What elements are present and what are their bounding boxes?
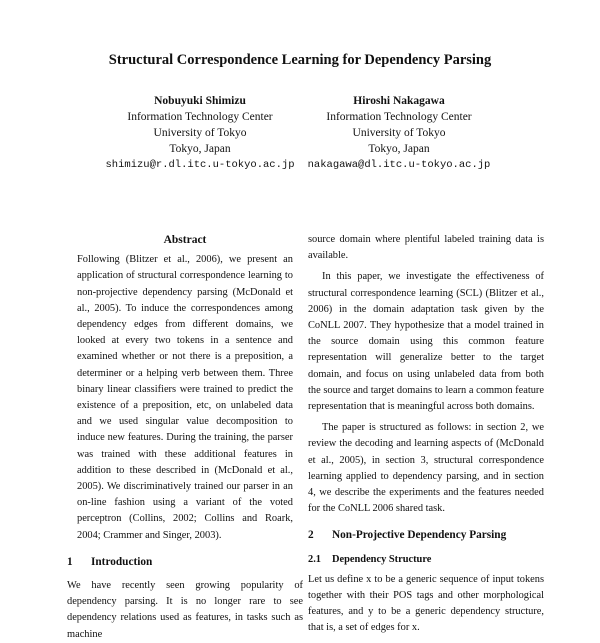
section-1-heading (67, 554, 303, 570)
paragraph-continued: source domain where plentiful labeled training data is available. (308, 234, 544, 262)
subsection-2-1-heading (308, 552, 544, 568)
section-number: 1 (67, 555, 73, 568)
paragraph: Let us define x to be a generic sequence of input tokens together with their POS tags and other morphological features, and y to be a generic dependency structure, that is, a set of edges for x. (308, 573, 544, 634)
paragraph: The paper is structured as follows: in section 2, we review the decoding and learning aspects of (McDonald et al., 2005), in section 3, structural correspondence learning applied to dependency parsing, and in section 4, we describe the experiments and the features needed for the CoNLL 2006 shared task. (308, 422, 544, 515)
abstract-text: Following (Blitzer et al., 2006), we present an application of structural correspondence learning to non-projective dependency parsing (McDonald et al., 2005). To induce the correspondences among dependency edges from different domains, we looked at every two tokens in a sentence and examined whether or not there is a preposition, a determiner or a helping verb between them. Three binary linear classifiers were trained to predict the existence of a preposition, etc, on unlabeled data and we used singular value decomposition to induce new features. During the training, the parser was trained with these additional features in addition to these described in (McDonald et al., 2005). We discriminatively trained our parser in an on-line fashion using a variant of the voted perceptron (Collins, 2002; Collins and Roark, 2004; Crammer and Singer, 2003). (77, 254, 293, 541)
author-name: Nobuyuki Shimizu (154, 95, 246, 107)
section-2-heading (308, 527, 544, 543)
abstract-heading: Abstract (163, 234, 207, 246)
author-email: nakagawa@dl.itc.u-tokyo.ac.jp (307, 159, 491, 171)
author-name: Hiroshi Nakagawa (353, 95, 445, 107)
author-location: Tokyo, Japan (368, 143, 430, 155)
author-email: shimizu@r.dl.itc.u-tokyo.ac.jp (105, 159, 295, 171)
section-number: 2 (308, 529, 314, 542)
author-affiliation: Information Technology Center (127, 111, 273, 123)
section-title: Introduction (91, 555, 153, 568)
subsection-title: Dependency Structure (332, 553, 432, 565)
section-title: Non-Projective Dependency Parsing (332, 529, 507, 542)
intro-paragraph: We have recently seen growing popularity of dependency parsing. It is no longer rare to see dependency relations used as features, in tasks such as machine (67, 580, 303, 640)
author-block-1 (90, 93, 310, 173)
subsection-number: 2.1 (308, 553, 321, 565)
right-column (308, 232, 544, 637)
author-institution: University of Tokyo (352, 127, 446, 139)
left-column (67, 232, 303, 643)
author-affiliation: Information Technology Center (326, 111, 472, 123)
author-block-2 (289, 93, 509, 173)
paper-title: Structural Correspondence Learning for Dependency Parsing (108, 52, 492, 68)
author-location: Tokyo, Japan (169, 143, 231, 155)
paragraph: In this paper, we investigate the effectiveness of structural correspondence learning (SCL) (Blitzer et al., 2006) in the domain adaptation task given by the CoNLL 2007. They hypothesize that a model trained in the source domain using this common feature representation will generalize better to the target domain, and focus on using unlabeled data from both the source and target domains to learn a common feature representation that is meaningful across both domains. (308, 271, 544, 413)
author-institution: University of Tokyo (153, 127, 247, 139)
